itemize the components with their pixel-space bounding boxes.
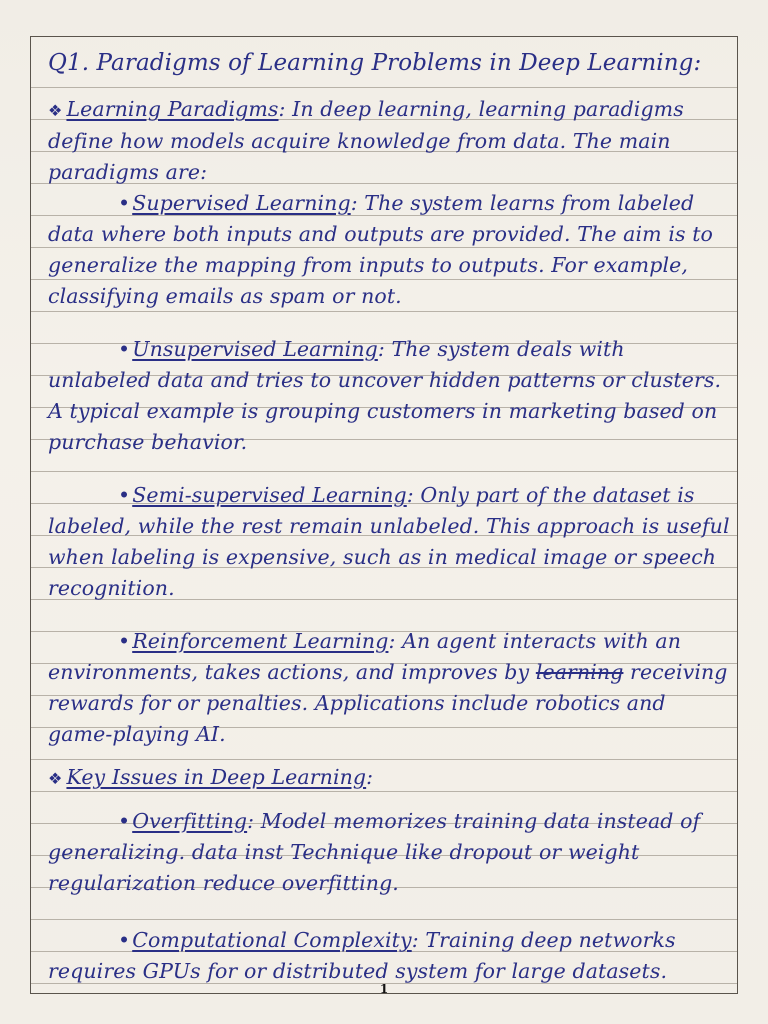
spacer (48, 750, 732, 762)
bullet-dot-icon: • (118, 483, 131, 507)
bullet-dot-icon: • (118, 809, 131, 833)
paradigm-reinforcement (48, 626, 732, 750)
spacer (48, 458, 732, 480)
diamond-bullet-icon: ❖ (48, 101, 63, 120)
paradigm-label: Semi-supervised Learning (132, 483, 407, 507)
spacer (48, 604, 732, 626)
paradigm-text: : The system deals with unlabeled data and tries to uncover hidden patterns or clusters. A typical example is grouping customers in marketing based on purchase behavior. (48, 337, 722, 454)
page-number: 1 (379, 982, 389, 996)
handwritten-notes (48, 42, 732, 987)
paradigm-text: : The system learns from labeled data where both inputs and outputs are provided. The aim is to generalize the mapping from inputs to outputs. For example, classifying emails as spam or not. (48, 191, 713, 308)
section-heading-suffix: : (366, 765, 374, 789)
spacer (48, 312, 732, 334)
bullet-dot-icon: • (118, 629, 131, 653)
issue-text: : Model memorizes training data instead of generalizing. data inst Technique like dropout or weight regularization reduce overfitting. (48, 809, 701, 895)
struck-word: learning (535, 660, 624, 684)
issue-label: Overfitting (132, 809, 248, 833)
paradigm-supervised (48, 188, 732, 312)
paradigm-text: : An agent interacts with an environments, takes actions, and improves by (48, 629, 682, 684)
paradigm-text: : Only part of the dataset is labeled, while the rest remain unlabeled. This approach is useful when labeling is expensive, such as in medical image or speech recognition. (48, 483, 730, 600)
bullet-dot-icon: • (118, 191, 131, 215)
issue-overfitting (48, 806, 732, 899)
diamond-bullet-icon: ❖ (48, 769, 63, 788)
section-heading-learning-paradigms: Learning Paradigms (66, 97, 279, 121)
spacer (48, 794, 732, 806)
issue-text: : Training deep networks requires GPUs for or distributed system for large datasets. (48, 928, 676, 983)
issue-label: Computational Complexity (132, 928, 412, 952)
paradigm-semi-supervised (48, 480, 732, 604)
section-learning-paradigms-intro (48, 94, 732, 188)
bullet-dot-icon: • (118, 928, 131, 952)
section-intro-text: : In deep learning, learning paradigms define how models acquire knowledge from data. The main paradigms are: (48, 97, 684, 184)
paradigm-unsupervised (48, 334, 732, 458)
spacer (48, 899, 732, 925)
paradigm-text-continued: receiving rewards for or penalties. Applications include robotics and game-playing AI. (48, 660, 728, 746)
paradigm-label: Unsupervised Learning (132, 337, 378, 361)
issue-computational-complexity (48, 925, 732, 987)
bullet-dot-icon: • (118, 337, 131, 361)
section-heading-key-issues: Key Issues in Deep Learning (66, 765, 367, 789)
page-title: Q1. Paradigms of Learning Problems in Deep Learning: (48, 50, 702, 76)
paradigm-label: Supervised Learning (132, 191, 351, 215)
section-key-issues-heading (48, 762, 732, 794)
paradigm-label: Reinforcement Learning (132, 629, 389, 653)
